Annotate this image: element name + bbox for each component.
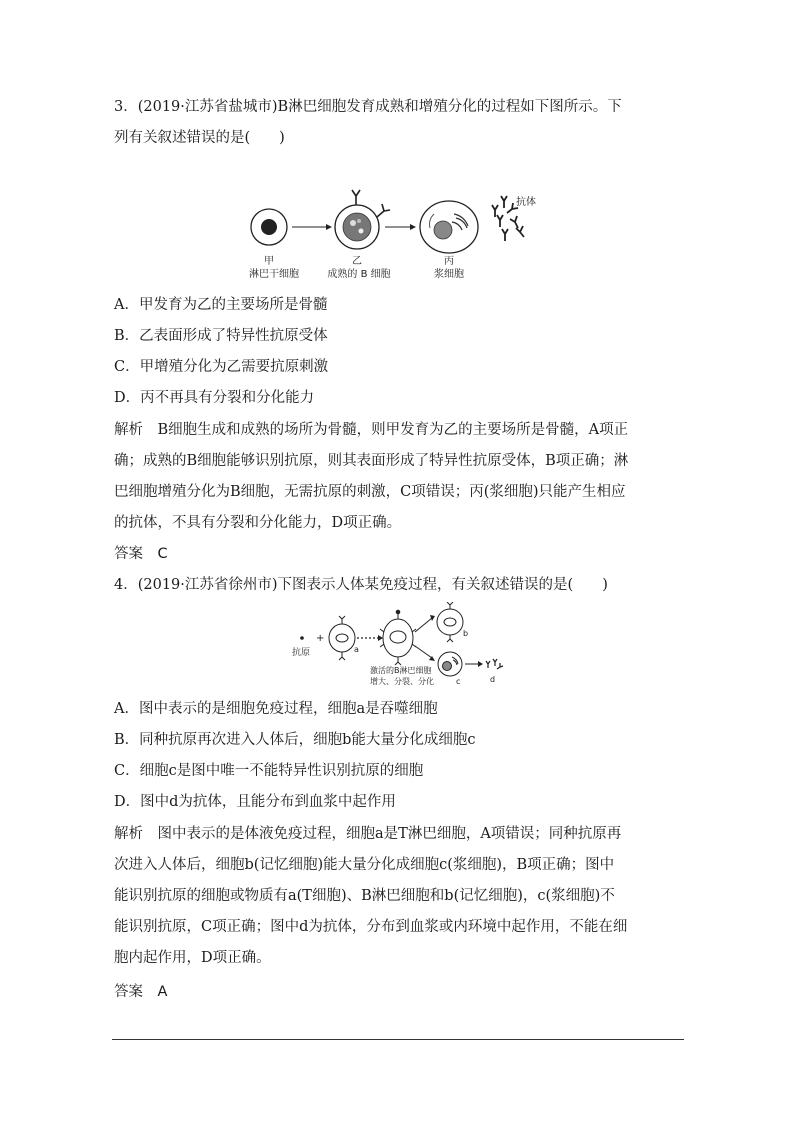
q3-answer: 答案 C (114, 546, 168, 562)
arrow-to-c (415, 646, 432, 658)
cell-yi-icon (335, 190, 390, 249)
cell-a-label: a (354, 645, 359, 654)
cell-b-icon (437, 602, 463, 642)
q3-option-a: A．甲发育为乙的主要场所是骨髓 (114, 297, 328, 313)
cell-c-icon (438, 652, 462, 676)
q3-b-cell-figure (246, 184, 550, 286)
antibody-label: 抗体 (516, 197, 536, 208)
q4-analysis-line2: 次进入人体后，细胞b(记忆细胞)能大量分化成细胞c(浆细胞)，B项正确；图中 (114, 857, 615, 873)
cell-c-label: c (456, 677, 461, 686)
cell-jia-icon (251, 209, 287, 245)
q4-analysis-line3: 能识别抗原的细胞或物质有a(T细胞)、B淋巴细胞和b(记忆细胞)，c(浆细胞)不 (114, 888, 615, 904)
arrow-to-b (415, 618, 432, 632)
q4-option-a: A．图中表示的是细胞免疫过程，细胞a是吞噬细胞 (114, 701, 438, 717)
q3-stem-line1: 3．(2019·江苏省盐城市)B淋巴细胞发育成熟和增殖分化的过程如下图所示。下 (114, 99, 622, 115)
activated-b-cell-icon (380, 610, 416, 665)
q4-analysis-line1: 解析 图中表示的是体液免疫过程，细胞a是T淋巴细胞，A项错误；同种抗原再 (114, 826, 622, 842)
q3-option-b: B．乙表面形成了特异性抗原受体 (114, 328, 328, 344)
q4-answer: 答案 A (114, 984, 168, 1000)
q4-option-c: C．细胞c是图中唯一不能特异性识别抗原的细胞 (114, 763, 424, 779)
cell-yi-name: 乙 (352, 256, 362, 267)
q3-analysis-line4: 的抗体，不具有分裂和分化能力，D项正确。 (114, 515, 402, 531)
q4-analysis-line4: 能识别抗原，C项正确；图中d为抗体，分布到血浆或内环境中起作用，不能在细 (114, 919, 628, 935)
q4-option-d: D．图中d为抗体，且能分布到血浆中起作用 (114, 794, 396, 810)
antigen-dot-icon (300, 636, 304, 640)
cell-yi-desc: 成熟的 B 细胞 (327, 269, 391, 280)
figure-caption-line2: 增大、分裂、分化 (370, 677, 434, 686)
q4-immune-figure (290, 602, 504, 686)
cell-jia-name: 甲 (264, 256, 274, 267)
cell-a-icon (329, 616, 355, 660)
q3-analysis-line3: 巴细胞增殖分化为B细胞，无需抗原的刺激，C项错误；丙(浆细胞)只能产生相应 (114, 484, 626, 500)
q3-stem-line2: 列有关叙述错误的是( ) (114, 130, 285, 146)
q4-analysis-line5: 胞内起作用，D项正确。 (114, 950, 271, 966)
cell-b-label: b (463, 629, 469, 638)
bottom-divider (112, 1039, 684, 1040)
q3-option-d: D．丙不再具有分裂和分化能力 (114, 390, 315, 406)
plus-sign: + (316, 633, 325, 644)
cell-bing-desc: 浆细胞 (434, 269, 464, 280)
cell-jia-desc: 淋巴干细胞 (249, 269, 299, 280)
cell-bing-icon (420, 201, 478, 253)
q3-option-c: C．甲增殖分化为乙需要抗原刺激 (114, 359, 329, 375)
figure-caption-line1: 激活的B淋巴细胞 (370, 666, 432, 675)
antibody-d-icons (486, 659, 503, 669)
q3-analysis-line1: 解析 B细胞生成和成熟的场所为骨髓，则甲发育为乙的主要场所是骨髓，A项正 (114, 422, 629, 438)
q4-stem: 4．(2019·江苏省徐州市)下图表示人体某免疫过程，有关叙述错误的是( ) (114, 577, 608, 593)
q3-analysis-line2: 确；成熟的B细胞能够识别抗原，则其表面形成了特异性抗原受体，B项正确；淋 (114, 453, 629, 469)
antibody-d-label: d (490, 675, 496, 684)
cell-bing-name: 丙 (444, 256, 454, 267)
antigen-label: 抗原 (292, 648, 311, 658)
q4-option-b: B．同种抗原再次进入人体后，细胞b能大量分化成细胞c (114, 732, 476, 748)
